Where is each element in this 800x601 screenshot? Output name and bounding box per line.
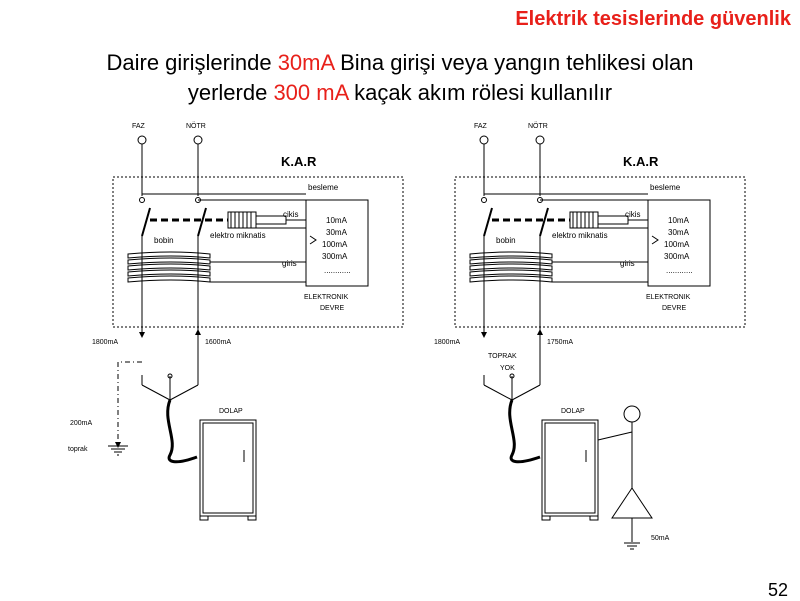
faz-switch-blade [484,208,492,236]
elektro-miknatis-label: elektro miknatis [552,231,608,240]
earth-branch-line [118,362,142,445]
notr-label: NÖTR [186,123,206,130]
dolap-cabinet-icon [542,420,598,516]
current-in-label: 1800mA [434,339,461,346]
dolap-label: DOLAP [561,408,585,415]
bobin-label: bobin [496,236,516,245]
toprak-yok-label: YOK [500,365,515,372]
level-label: 100mA [322,240,348,249]
elektronik-label: ELEKTRONIK [646,294,691,301]
left-diagram [108,136,403,520]
cikis-label: cikis [283,210,299,219]
cabinet-cable [510,400,540,462]
level-label: 100mA [664,240,690,249]
person-current-label: 50mA [651,535,670,542]
level-label: 30mA [668,228,689,237]
level-label: 300mA [664,252,690,261]
faz-switch-blade [142,208,150,236]
bobin-label: bobin [154,236,174,245]
earth-ground-icon [624,543,640,549]
notr-terminal-icon [194,136,202,144]
dolap-cabinet-icon [200,420,256,516]
level-label: 30mA [326,228,347,237]
besleme-label: besleme [308,183,339,192]
kar-label: K.A.R [623,154,659,169]
level-label: 10mA [668,216,689,225]
kar-label: K.A.R [281,154,317,169]
toprak-label: toprak [68,446,88,453]
person-icon [598,406,652,542]
subtitle-highlight-30ma: 30mA [277,50,334,75]
current-in-label: 1800mA [92,339,119,346]
cabinet-cable [168,400,197,462]
notr-terminal-icon [536,136,544,144]
elektro-miknatis-coil-icon [228,212,256,228]
devre-label: DEVRE [320,305,345,312]
subtitle-text: Daire girişlerinde [106,50,278,75]
dolap-label: DOLAP [219,408,243,415]
besleme-label: besleme [650,183,681,192]
leak-current-label: 200mA [70,420,93,427]
giris-label: giris [620,259,635,268]
faz-terminal-icon [480,136,488,144]
faz-label: FAZ [132,123,145,130]
level-label: 300mA [322,252,348,261]
subtitle-text: Bina girişi veya yangın tehlikesi olan [333,50,694,75]
cikis-label: cikis [625,210,641,219]
right-diagram [455,136,745,549]
notr-switch-blade [198,208,206,236]
subtitle-text: yerlerde [187,80,274,105]
left-diagram-labels [68,122,351,453]
level-label: ............ [324,266,351,275]
subtitle-text: kaçak akım rölesi kullanılır [348,80,613,105]
elektro-miknatis-label: elektro miknatis [210,231,266,240]
faz-label: FAZ [474,123,487,130]
toprak-yok-label: TOPRAK [488,353,517,360]
page-number: 52 [767,580,788,600]
notr-switch-blade [540,208,548,236]
elektro-miknatis-coil-icon [570,212,598,228]
faz-terminal-icon [138,136,146,144]
current-out-label: 1600mA [205,339,232,346]
right-diagram-labels [434,122,693,542]
devre-label: DEVRE [662,305,687,312]
subtitle-highlight-300ma: 300 mA [273,80,349,105]
slide-title: Elektrik tesislerinde güvenlik [515,8,791,30]
earth-ground-icon [108,446,128,455]
current-out-label: 1750mA [547,339,574,346]
notr-label: NÖTR [528,123,548,130]
level-label: ............ [666,266,693,275]
giris-label: giris [282,259,297,268]
level-label: 10mA [326,216,347,225]
elektronik-label: ELEKTRONIK [304,294,349,301]
